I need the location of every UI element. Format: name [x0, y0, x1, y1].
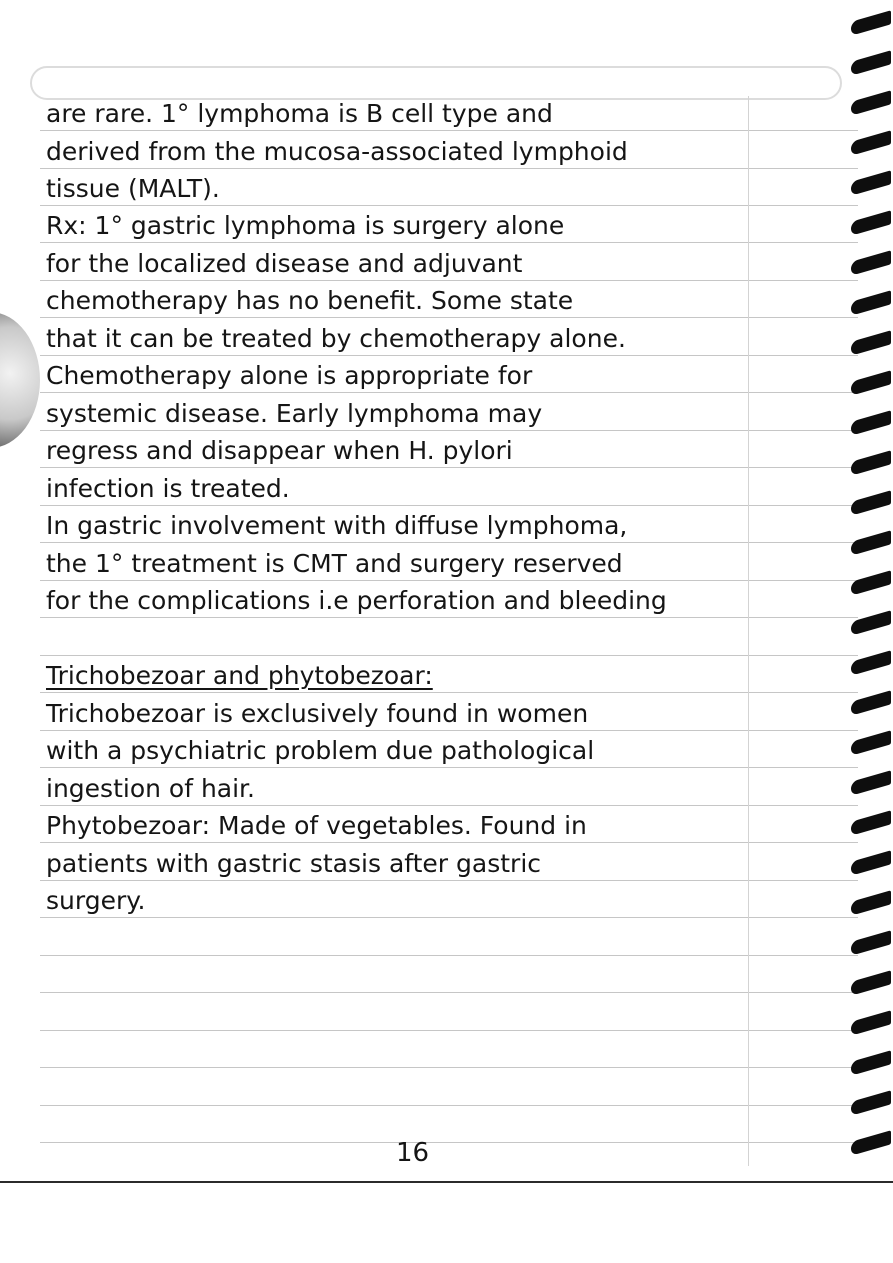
spiral-ring — [851, 650, 891, 675]
note-line-9: systemic disease. Early lymphoma may — [46, 399, 543, 428]
ruled-line — [40, 1105, 858, 1106]
note-line-21: surgery. — [46, 886, 146, 915]
note-line-14: for the complications i.e perforation and bleeding — [46, 586, 667, 615]
ruled-line — [40, 205, 858, 206]
spiral-ring — [851, 410, 891, 435]
note-line-18: ingestion of hair. — [46, 774, 255, 803]
ruled-line — [40, 692, 858, 693]
note-line-17: with a psychiatric problem due pathological — [46, 736, 595, 765]
note-line-3: tissue (MALT). — [46, 174, 220, 203]
spiral-ring — [851, 1090, 891, 1115]
spiral-ring — [851, 130, 891, 155]
note-line-16: Trichobezoar is exclusively found in women — [46, 699, 589, 728]
spiral-ring — [851, 370, 891, 395]
ruled-line — [40, 617, 858, 618]
spiral-ring — [851, 170, 891, 195]
spiral-ring — [851, 890, 891, 915]
header-band — [30, 66, 842, 100]
ruled-line — [40, 842, 858, 843]
spiral-ring — [851, 850, 891, 875]
spiral-ring — [851, 290, 891, 315]
note-line-12: In gastric involvement with diffuse lymphoma, — [46, 511, 628, 540]
ruled-line — [40, 992, 858, 993]
ruled-line — [40, 767, 858, 768]
spiral-ring — [851, 1010, 891, 1035]
ruled-line — [40, 580, 858, 581]
note-line-19: Phytobezoar: Made of vegetables. Found in — [46, 811, 587, 840]
spiral-ring — [851, 770, 891, 795]
ruled-line — [40, 355, 858, 356]
ruled-line — [40, 730, 858, 731]
ruled-line — [40, 542, 858, 543]
ruled-line — [40, 467, 858, 468]
binder-clip — [0, 312, 40, 448]
note-line-1: are rare. 1° lymphoma is B cell type and — [46, 99, 553, 128]
ruled-line — [40, 392, 858, 393]
note-line-5: for the localized disease and adjuvant — [46, 249, 523, 278]
ruled-line — [40, 880, 858, 881]
page-number: 16 — [396, 1138, 430, 1168]
note-line-2: derived from the mucosa-associated lymphoid — [46, 137, 628, 166]
ruled-line — [40, 1142, 858, 1143]
ruled-line — [40, 130, 858, 131]
ruled-line — [40, 505, 858, 506]
spiral-ring — [851, 250, 891, 275]
ruled-line — [40, 805, 858, 806]
ruled-line — [40, 317, 858, 318]
section-heading: Trichobezoar and phytobezoar: — [46, 661, 433, 690]
spiral-ring — [851, 50, 891, 75]
spiral-ring — [851, 330, 891, 355]
margin-line — [748, 96, 749, 1166]
note-line-4: Rx: 1° gastric lymphoma is surgery alone — [46, 211, 565, 240]
note-line-11: infection is treated. — [46, 474, 290, 503]
ruled-line — [40, 242, 858, 243]
spiral-ring — [851, 530, 891, 555]
ruled-line — [40, 955, 858, 956]
ruled-line — [40, 168, 858, 169]
spiral-ring — [851, 490, 891, 515]
spiral-ring — [851, 90, 891, 115]
spiral-ring — [851, 450, 891, 475]
spiral-ring — [851, 810, 891, 835]
spiral-ring — [851, 1050, 891, 1075]
note-line-10: regress and disappear when H. pylori — [46, 436, 513, 465]
spiral-ring — [851, 10, 891, 35]
spiral-ring — [851, 210, 891, 235]
ruled-line — [40, 1067, 858, 1068]
note-line-6: chemotherapy has no benefit. Some state — [46, 286, 574, 315]
spiral-ring — [851, 730, 891, 755]
note-line-20: patients with gastric stasis after gastric — [46, 849, 542, 878]
spiral-ring — [851, 1130, 891, 1155]
spiral-ring — [851, 930, 891, 955]
ruled-line — [40, 280, 858, 281]
spiral-binding — [847, 0, 893, 1180]
page-bottom-edge — [0, 1181, 893, 1183]
spiral-ring — [851, 970, 891, 995]
ruled-line — [40, 655, 858, 656]
note-line-7: that it can be treated by chemotherapy alone. — [46, 324, 626, 353]
note-line-8: Chemotherapy alone is appropriate for — [46, 361, 533, 390]
spiral-ring — [851, 570, 891, 595]
note-line-13: the 1° treatment is CMT and surgery reserved — [46, 549, 623, 578]
spiral-ring — [851, 610, 891, 635]
ruled-line — [40, 1030, 858, 1031]
spiral-ring — [851, 690, 891, 715]
ruled-line — [40, 917, 858, 918]
ruled-line — [40, 430, 858, 431]
